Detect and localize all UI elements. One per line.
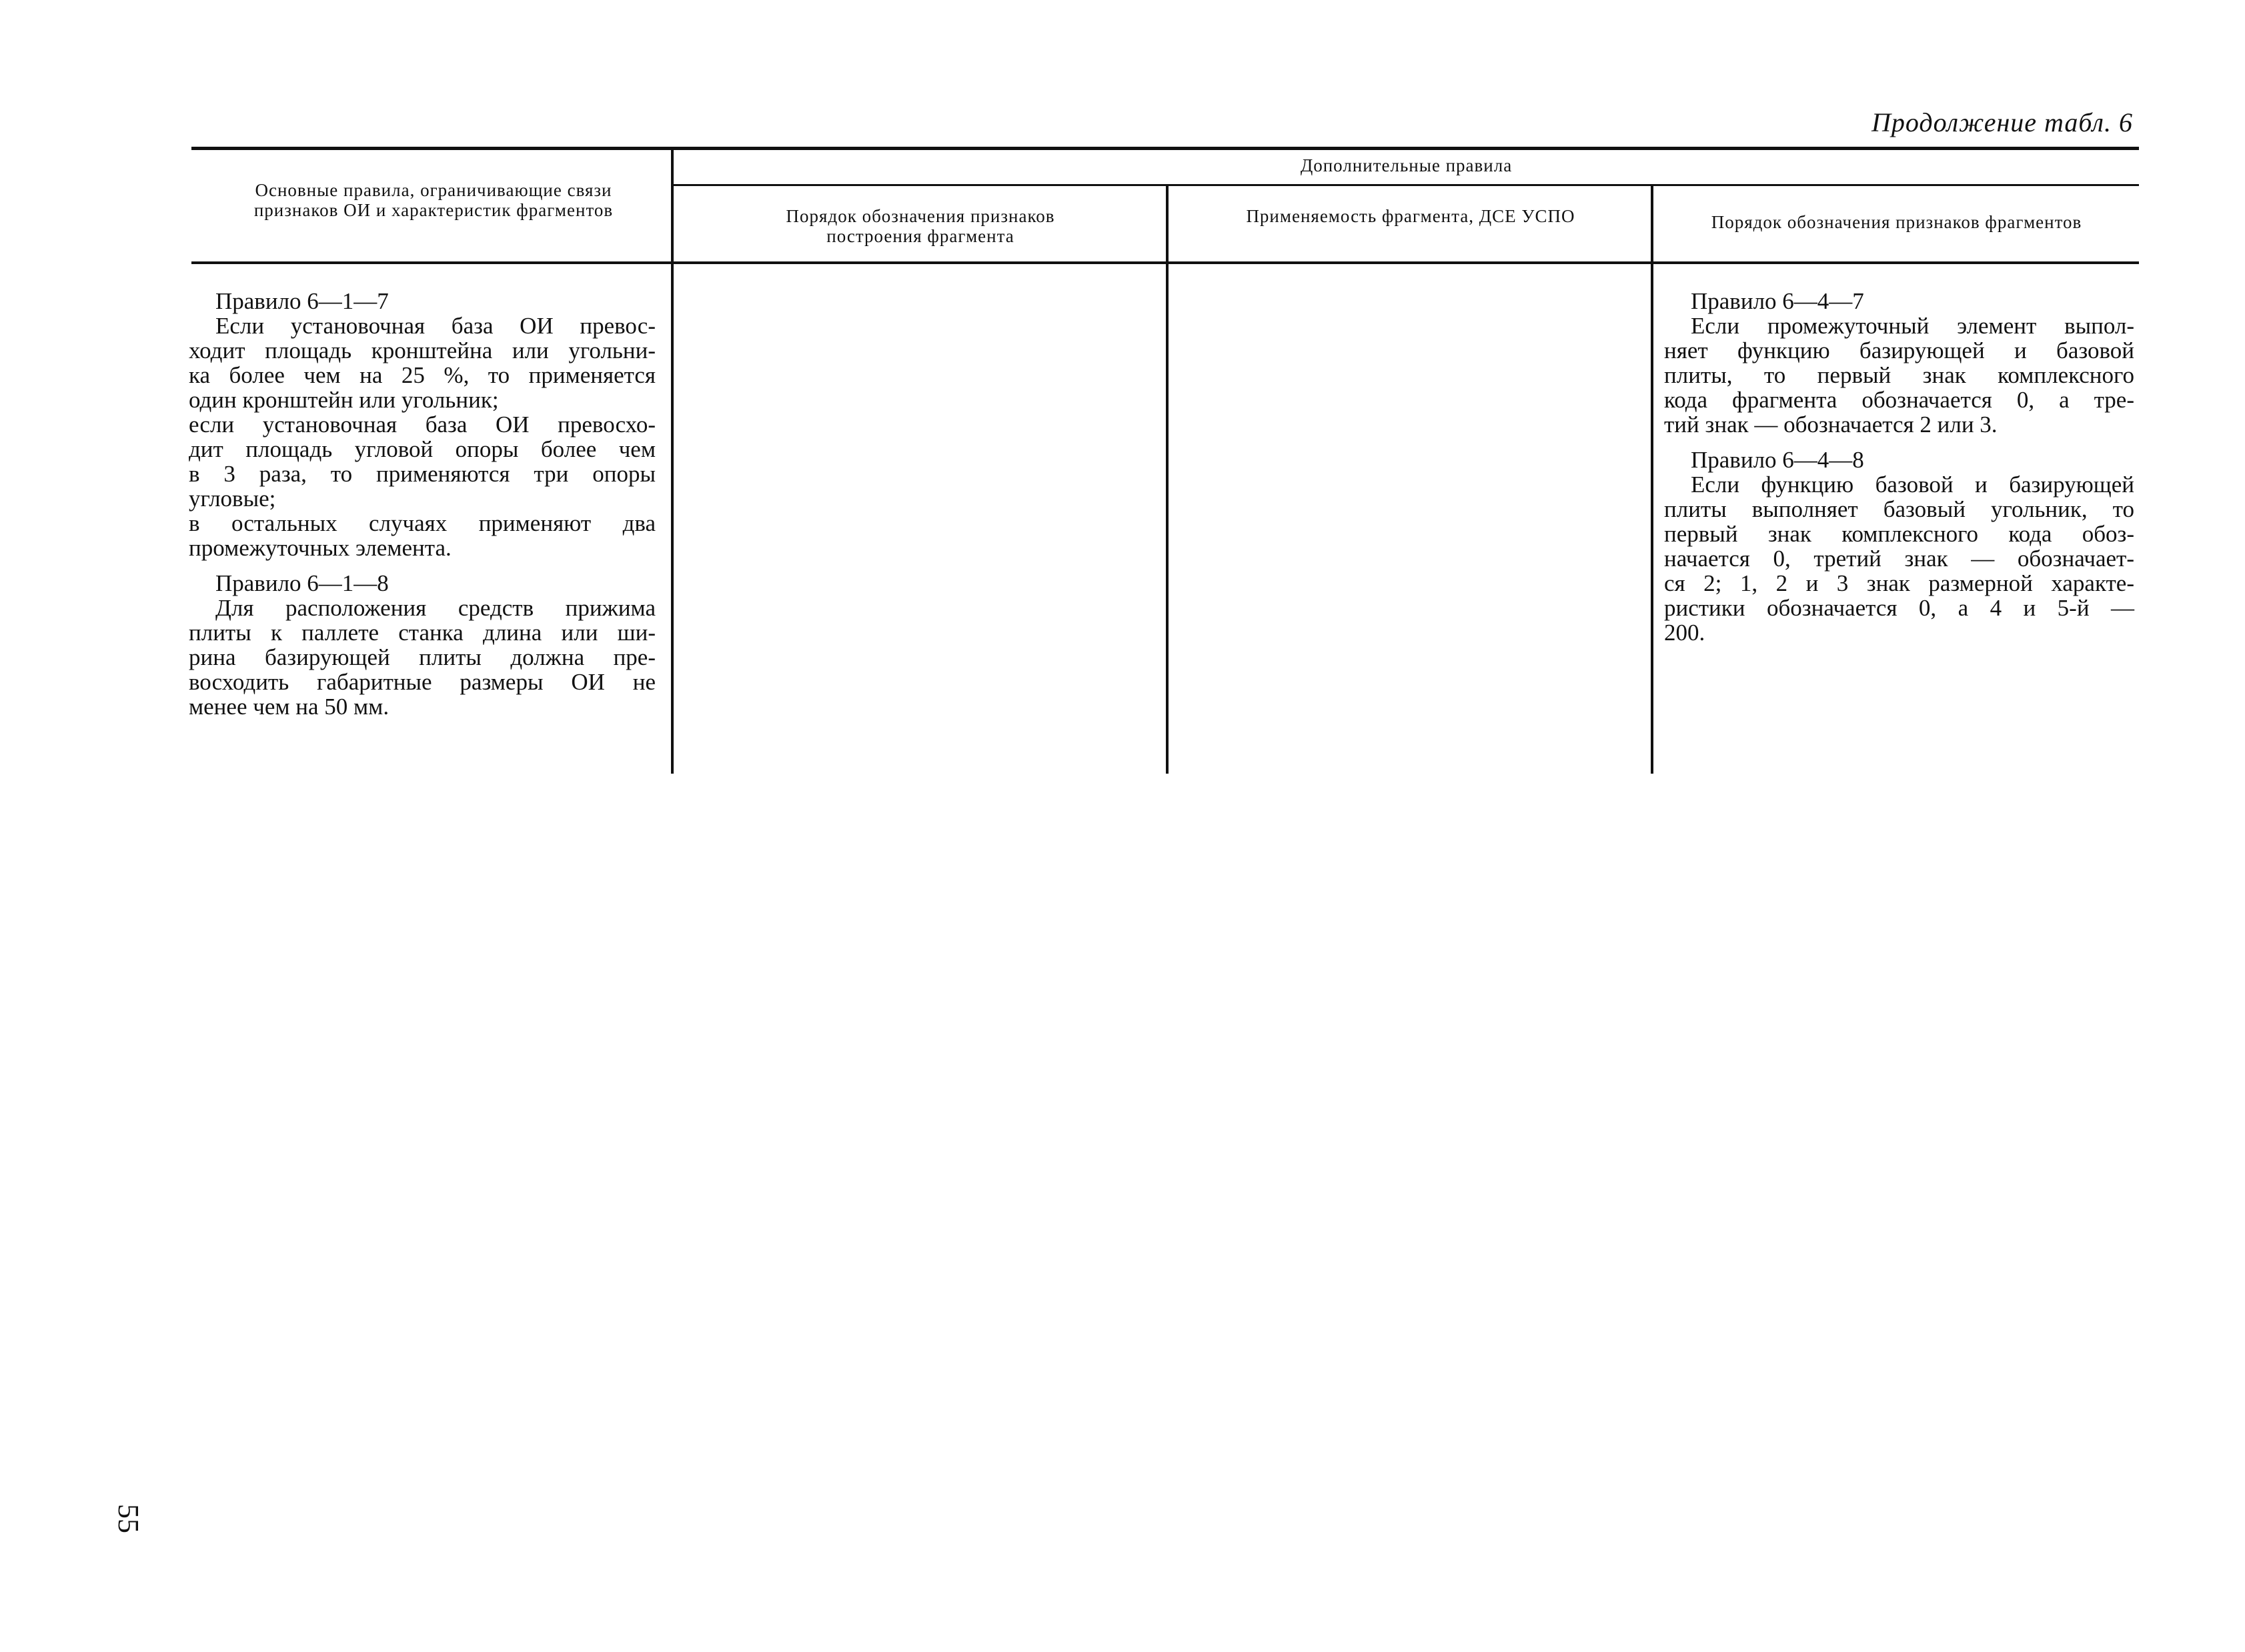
rule-text-line: Если функцию базовой и базирующей	[1691, 472, 2134, 498]
rule-title: Правило 6—1—8	[215, 570, 389, 596]
rule-text-line: промежуточных элемента.	[189, 535, 452, 561]
rule-6-4-7	[1664, 289, 2134, 437]
rule-text-line: менее чем на 50 мм.	[189, 694, 390, 720]
header-bottom-rule	[191, 261, 2139, 264]
rule-text-line: первый знак комплексного кода обоз-	[1664, 521, 2134, 547]
rule-text-line: плиты к паллете станка длина или ши-	[189, 620, 656, 646]
rule-text-line: 200.	[1664, 620, 1705, 646]
rule-6-1-8	[189, 571, 656, 719]
rule-text-line: Если установочная база ОИ превос-	[215, 313, 656, 339]
rule-text-line: дит площадь угловой опоры более чем	[189, 436, 656, 462]
column-header-construction-order: Порядок обозначения признаков построения фрагмента	[786, 206, 1055, 246]
rule-text-line: Если промежуточный элемент выпол-	[1691, 313, 2134, 339]
column-divider-3	[1651, 186, 1653, 774]
group-header-rule	[674, 184, 2139, 186]
rule-text-line: тий знак — обозначается 2 или 3.	[1664, 411, 1998, 438]
column-header-applicability: Применяемость фрагмента, ДСЕ УСПО	[1246, 206, 1575, 226]
rule-text-line: в 3 раза, то применяются три опоры	[189, 461, 656, 487]
rule-text-line: восходить габаритные размеры ОИ не	[189, 669, 656, 695]
table-continuation-label: Продолжение табл. 6	[1871, 107, 2133, 137]
rule-title: Правило 6—1—7	[215, 288, 389, 314]
rule-text-line: один кронштейн или угольник;	[189, 387, 499, 413]
applicability-cell	[1171, 289, 1646, 756]
rule-text-line: рина базирующей плиты должна пре-	[189, 644, 656, 670]
main-rules-cell	[189, 289, 656, 730]
column-header-feature-order: Порядок обозначения признаков фрагментов	[1711, 212, 2082, 232]
rule-text-line: Для расположения средств прижима	[215, 595, 656, 621]
rule-text-line: ся 2; 1, 2 и 3 знак размерной характе-	[1664, 570, 2134, 596]
rule-text-line: плиты выполняет базовый угольник, то	[1664, 496, 2134, 522]
rule-text-line: кода фрагмента обозначается 0, а тре-	[1664, 387, 2134, 413]
column-divider-1	[671, 150, 674, 774]
rule-6-1-7	[189, 289, 656, 560]
rule-text-line: няет функцию базирующей и базовой	[1664, 337, 2134, 363]
rule-text-line: ка более чем на 25 %, то применяется	[189, 362, 656, 388]
rule-title: Правило 6—4—7	[1691, 288, 1864, 314]
table-top-rule	[191, 147, 2139, 150]
rule-title: Правило 6—4—8	[1691, 447, 1864, 473]
column-divider-2	[1166, 186, 1169, 774]
feature-order-cell	[1664, 289, 2134, 656]
rule-text-line: угловые;	[189, 486, 276, 512]
column-group-header-additional-rules: Дополнительные правила	[1300, 155, 1513, 175]
rule-text-line: если установочная база ОИ превосхо-	[189, 411, 656, 438]
page-number: 55	[112, 1504, 145, 1533]
construction-order-cell	[676, 289, 1161, 756]
rule-text-line: ходит площадь кронштейна или угольни-	[189, 337, 656, 363]
rule-text-line: в остальных случаях применяют два	[189, 510, 656, 536]
column-header-main-rules: Основные правила, ограничивающие связи признаков ОИ и характеристик фрагментов	[253, 180, 614, 220]
rule-text-line: ристики обозначается 0, а 4 и 5-й —	[1664, 595, 2134, 621]
rule-text-line: начается 0, третий знак — обозначает-	[1664, 546, 2134, 572]
rule-6-4-8	[1664, 448, 2134, 645]
rule-text-line: плиты, то первый знак комплексного	[1664, 362, 2134, 388]
